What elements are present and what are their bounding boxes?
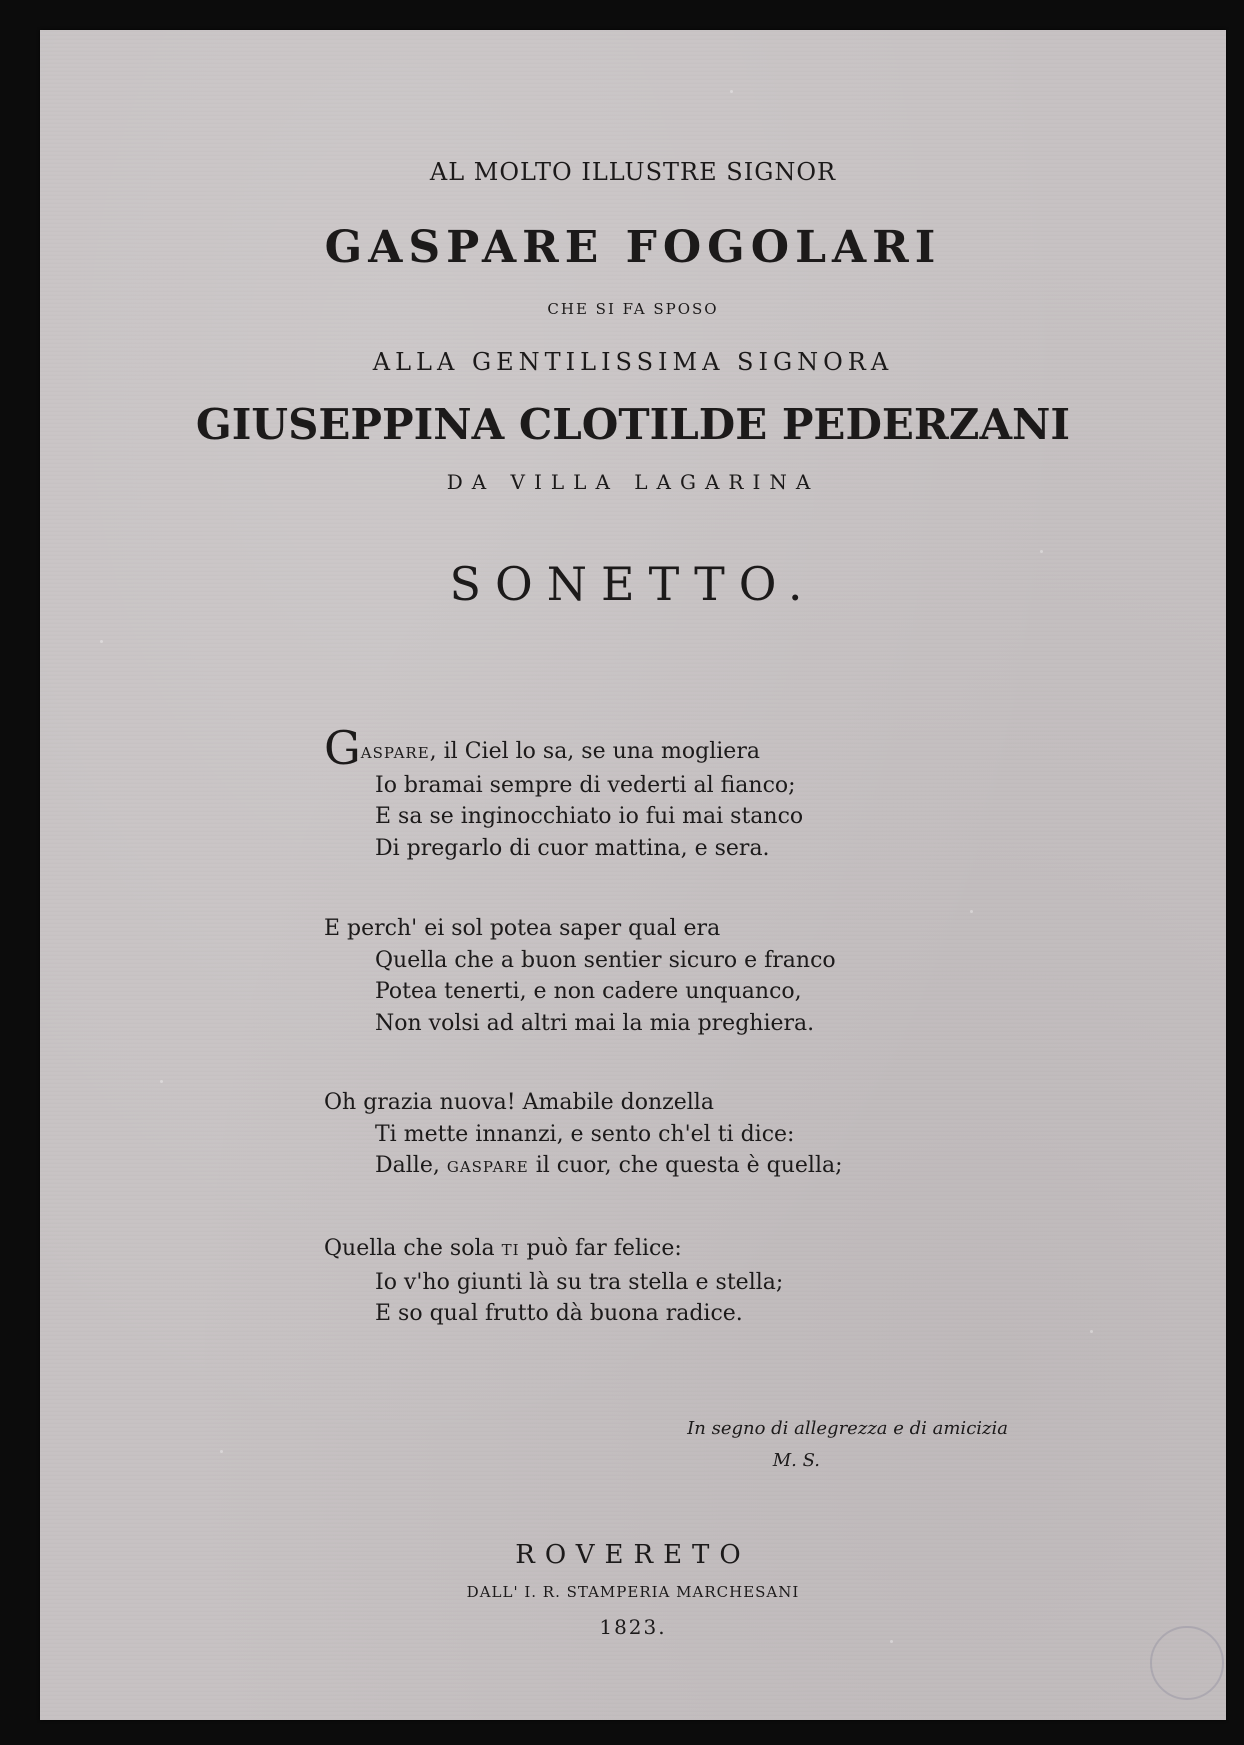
sonnet-stanza-4 bbox=[324, 1233, 783, 1330]
bride-name: GIUSEPPINA CLOTILDE PEDERZANI bbox=[195, 400, 1071, 449]
bride-intro: ALLA GENTILISSIMA SIGNORA bbox=[372, 348, 894, 376]
paper-speck bbox=[100, 640, 103, 643]
stanza-line: E sa se inginocchiato io fui mai stanco bbox=[375, 804, 804, 829]
stanza-line: E perch' ei sol potea saper qual era bbox=[324, 916, 721, 941]
small-caps-word: TI bbox=[501, 1241, 520, 1259]
line-text: Dalle, bbox=[375, 1153, 447, 1178]
library-stamp-icon bbox=[1150, 1626, 1224, 1700]
paper-speck bbox=[1090, 1330, 1093, 1333]
stanza-line bbox=[324, 721, 803, 775]
small-caps-word: GASPARE bbox=[446, 1158, 529, 1176]
sonnet-stanza-3 bbox=[324, 1087, 843, 1184]
line-text: , il Ciel lo sa, se una mogliera bbox=[429, 739, 760, 764]
paper-sheet bbox=[40, 30, 1226, 1720]
stanza-line: Potea tenerti, e non cadere unquanco, bbox=[375, 979, 802, 1004]
stanza-line: Oh grazia nuova! Amabile donzella bbox=[324, 1090, 714, 1115]
imprint-year: 1823. bbox=[599, 1615, 667, 1639]
imprint-city: ROVERETO bbox=[515, 1540, 751, 1570]
paper-speck bbox=[970, 910, 973, 913]
bride-origin: DA VILLA LAGARINA bbox=[446, 470, 820, 494]
author-initials: M. S. bbox=[772, 1450, 820, 1471]
line-text: Quella che sola bbox=[324, 1236, 502, 1261]
paper-speck bbox=[730, 90, 733, 93]
paper-speck bbox=[890, 1640, 893, 1643]
paper-speck bbox=[160, 1080, 163, 1083]
stanza-line: Non volsi ad altri mai la mia preghiera. bbox=[375, 1010, 815, 1036]
stanza-line: Io v'ho giunti là su tra stella e stella; bbox=[375, 1269, 784, 1295]
occasion-line: CHE SI FA SPOSO bbox=[547, 300, 719, 318]
dedicatee-intro: AL MOLTO ILLUSTRE SIGNOR bbox=[429, 158, 837, 186]
small-caps-word: ASPARE bbox=[360, 744, 430, 762]
dedication-note: In segno di allegrezza e di amicizia bbox=[687, 1418, 1008, 1439]
stanza-line bbox=[324, 1150, 843, 1184]
paper-speck bbox=[1040, 550, 1043, 553]
groom-name: GASPARE FOGOLARI bbox=[324, 222, 942, 273]
imprint-printer: DALL' I. R. STAMPERIA MARCHESANI bbox=[466, 1583, 800, 1601]
stanza-line: Di pregarlo di cuor mattina, e sera. bbox=[375, 835, 770, 861]
stanza-line: Io bramai sempre di vederti al fianco; bbox=[375, 772, 796, 798]
line-text: può far felice: bbox=[519, 1236, 682, 1261]
sonnet-stanza-2 bbox=[324, 913, 836, 1039]
stanza-line: Quella che a buon sentier sicuro e franco bbox=[375, 947, 836, 973]
drop-cap: G bbox=[324, 721, 361, 775]
paper-speck bbox=[220, 1450, 223, 1453]
stanza-line: Ti mette innanzi, e sento ch'el ti dice: bbox=[375, 1121, 795, 1147]
stanza-line: E so qual frutto dà buona radice. bbox=[375, 1301, 743, 1326]
line-text: il cuor, che questa è quella; bbox=[528, 1153, 843, 1178]
sonnet-stanza-1 bbox=[324, 721, 804, 864]
page-title: SONETTO. bbox=[449, 557, 817, 611]
stanza-line bbox=[324, 1233, 783, 1267]
